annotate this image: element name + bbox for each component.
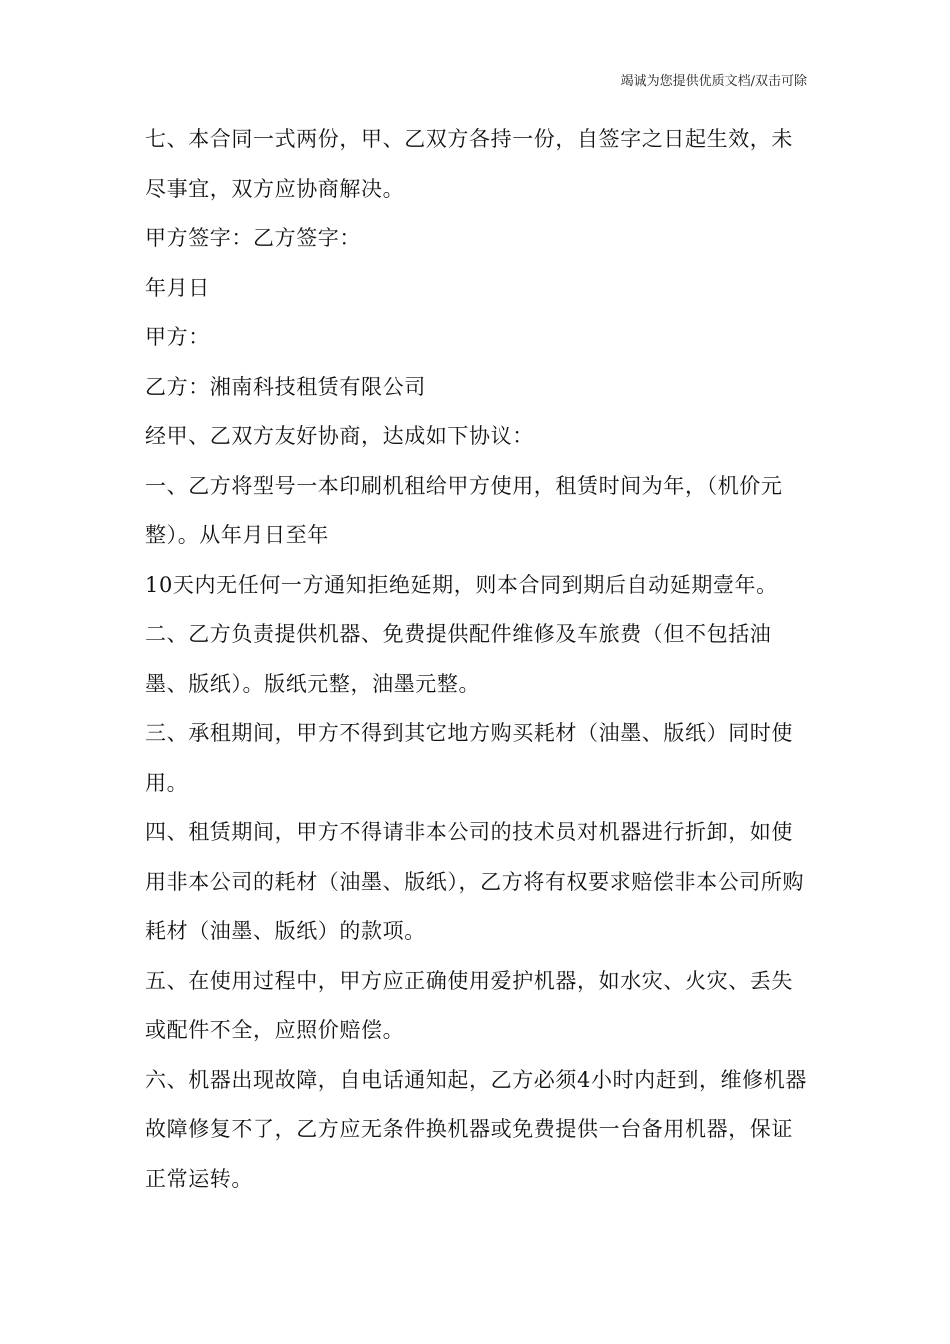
agreement-intro: 经甲、乙双方友好协商，达成如下协议： (145, 424, 534, 448)
document-body (145, 115, 810, 1204)
clause-five: 五、在使用过程中，甲方应正确使用爱护机器，如水灾、火灾、丢失或配件不全，应照价赔偿。 (145, 968, 793, 1042)
extension-clause: 10天内无任何一方通知拒绝延期，则本合同到期后自动延期壹年。 (145, 572, 778, 597)
clause-seven: 七、本合同一式两份，甲、乙双方各持一份，自签字之日起生效，未尽事宜，双方应协商解决。 (145, 127, 793, 201)
clause-four: 四、租赁期间，甲方不得请非本公司的技术员对机器进行折卸，如使用非本公司的耗材（油墨、版纸），乙方将有权要求赔偿非本公司所购耗材（油墨、版纸）的款项。 (145, 820, 805, 943)
date-line: 年月日 (145, 275, 210, 300)
party-b-line: 乙方：湘南科技租赁有限公司 (145, 374, 426, 399)
signature-line: 甲方签字：乙方签字： (145, 226, 361, 250)
clause-three: 三、承租期间，甲方不得到其它地方购买耗材（油墨、版纸）同时使用。 (145, 721, 793, 795)
header-note: 竭诚为您提供优质文档/双击可除 (620, 74, 807, 89)
clause-six: 六、机器出现故障，自电话通知起，乙方必须4小时内赶到，维修机器故障修复不了，乙方应无条件换机器或免费提供一台备用机器，保证正常运转。 (145, 1067, 807, 1191)
clause-one: 一、乙方将型号一本印刷机租给甲方使用，租赁时间为年，（机价元整）。从年月日至年 (145, 473, 783, 547)
party-a-line: 甲方： (145, 325, 210, 349)
clause-two: 二、乙方负责提供机器、免费提供配件维修及车旅费（但不包括油墨、版纸）。版纸元整，油墨元整。 (145, 622, 772, 696)
